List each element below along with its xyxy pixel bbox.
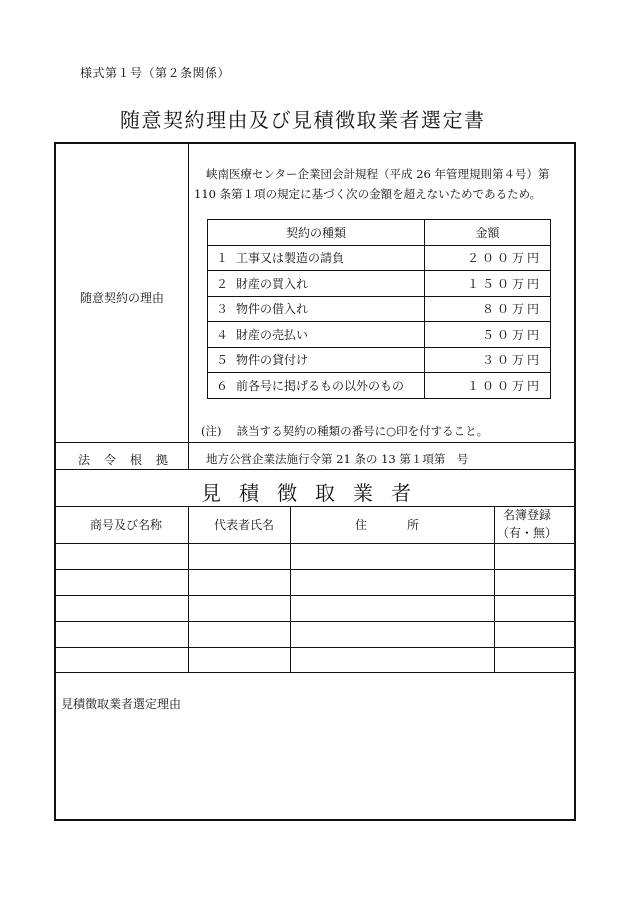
contract-kind: 前各号に掲げるもの以外のもの	[236, 378, 405, 393]
divider	[56, 469, 574, 470]
selection-reason-field[interactable]	[61, 716, 569, 816]
contract-row-number: ５	[216, 353, 229, 368]
form-frame	[54, 142, 576, 821]
reason-intro-line-1: 峡南医療センター企業団会計規程（平成 26 年管理規則第４号）第	[206, 167, 550, 181]
contract-amount: １００万円	[425, 373, 551, 399]
vendor-address-header: 住所	[355, 518, 460, 532]
table-row	[208, 373, 551, 399]
vendor-row-1[interactable]	[56, 544, 574, 569]
table-row	[208, 322, 551, 348]
contract-note: (注) 該当する契約の種類の番号に○印を付すること。	[201, 424, 489, 438]
contract-type-table	[207, 219, 551, 399]
table-row	[208, 347, 551, 373]
contract-amount: ２００万円	[425, 245, 551, 271]
contract-row-number: １	[216, 251, 229, 266]
contract-kind-header: 契約の種類	[208, 220, 425, 246]
amount-header: 金額	[425, 220, 551, 246]
table-row	[208, 271, 551, 297]
contract-row-number: ６	[216, 378, 229, 393]
vendor-row-2[interactable]	[56, 570, 574, 595]
vendor-row-4[interactable]	[56, 622, 574, 647]
law-basis-label: 法令根拠	[78, 453, 183, 467]
table-row	[208, 245, 551, 271]
vendor-name-header: 商号及び名称	[90, 518, 163, 532]
label-column-divider	[188, 144, 189, 469]
law-basis-value[interactable]: 地方公営企業法施行令第 21 条の 13 第１項第 号	[206, 452, 469, 466]
contract-table-header-row	[208, 220, 551, 246]
contract-kind: 財産の売払い	[236, 327, 309, 342]
vendor-row-3[interactable]	[56, 596, 574, 621]
reason-label: 随意契約の理由	[80, 291, 165, 305]
document-title: 随意契約理由及び見積徴取業者選定書	[120, 108, 486, 132]
contract-row-number: ３	[216, 302, 229, 317]
contract-amount: ５０万円	[425, 322, 551, 348]
contract-amount: １５０万円	[425, 271, 551, 297]
vendor-registration-header	[497, 506, 557, 542]
form-number: 様式第１号（第２条関係）	[80, 66, 231, 80]
selection-reason-label: 見積徴取業者選定理由	[61, 697, 182, 711]
contract-kind: 工事又は製造の請負	[236, 251, 345, 266]
vendors-heading: 見積徴取業者	[201, 481, 429, 505]
contract-kind: 物件の借入れ	[236, 302, 309, 317]
table-row	[208, 296, 551, 322]
contract-amount: ８０万円	[425, 296, 551, 322]
contract-row-number: ４	[216, 327, 229, 342]
reason-intro-line-2: 110 条第１項の規定に基づく次の金額を超えないためであるため。	[194, 187, 542, 201]
contract-row-number: ２	[216, 276, 229, 291]
vendor-row-5[interactable]	[56, 648, 574, 672]
divider	[56, 672, 574, 673]
divider	[56, 442, 574, 443]
contract-kind: 物件の貸付け	[236, 353, 309, 368]
registration-header-line-1: 名簿登録	[503, 508, 552, 522]
contract-amount: ３０万円	[425, 347, 551, 373]
registration-header-line-2: （有・無）	[497, 526, 558, 540]
vendor-representative-header: 代表者氏名	[214, 518, 275, 532]
contract-kind: 財産の買入れ	[236, 276, 309, 291]
